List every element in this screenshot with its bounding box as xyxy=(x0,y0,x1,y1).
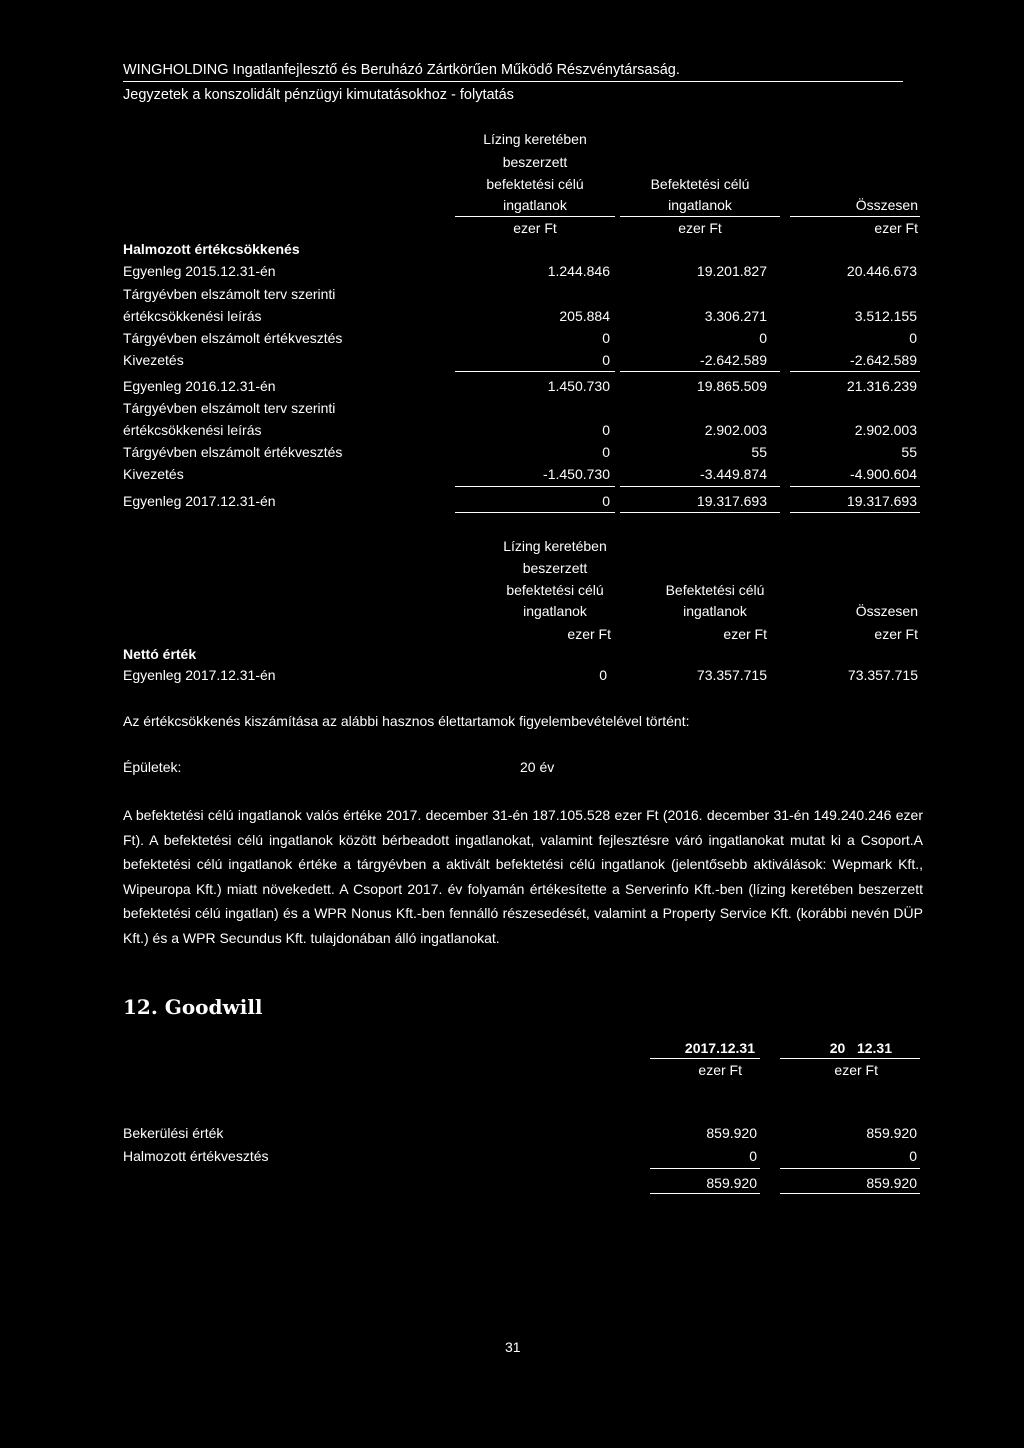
row-value-col3: 73.357.715 xyxy=(847,667,918,683)
subtotal-rule xyxy=(455,371,615,372)
row-value-col1: 0 xyxy=(602,444,610,460)
row-label: Tárgyévben elszámolt terv szerinti xyxy=(123,286,336,302)
row-value-col2: 55 xyxy=(751,444,767,460)
row-value-col3: -2.642.589 xyxy=(850,352,917,368)
col2-header-line1: Befektetési célú xyxy=(665,582,765,598)
col3-unit: ezer Ft xyxy=(874,220,918,236)
goodwill-subtotal-rule xyxy=(780,1168,920,1169)
row-value-col3: 2.902.003 xyxy=(854,422,917,438)
col1-header-line4: ingatlanok xyxy=(523,603,587,619)
row-label: értékcsökkenési leírás xyxy=(123,422,262,438)
col1-header-line1: Lízing keretében xyxy=(503,538,607,554)
row-value-col2: 3.306.271 xyxy=(704,308,767,324)
row-label: Egyenleg 2015.12.31-én xyxy=(123,263,276,279)
col1-unit: ezer Ft xyxy=(567,626,611,642)
section-title: Halmozott értékcsökkenés xyxy=(123,241,300,257)
section-title: Nettó érték xyxy=(123,646,197,662)
goodwill-total-1: 859.920 xyxy=(706,1175,757,1191)
subtotal-rule xyxy=(790,486,920,487)
row-value-col1: 0 xyxy=(602,493,610,509)
row-value-col1: 0 xyxy=(602,352,610,368)
col1-unit: ezer Ft xyxy=(513,220,557,236)
row-label: Egyenleg 2017.12.31-én xyxy=(123,493,276,509)
buildings-label: Épületek: xyxy=(123,759,182,775)
row-value-col1: -1.450.730 xyxy=(543,466,610,482)
subtotal-rule xyxy=(455,486,615,487)
buildings-value: 20 év xyxy=(520,759,555,775)
row-value-col1: 205.884 xyxy=(559,308,610,324)
col1-header-rule xyxy=(455,216,615,217)
goodwill-row-value-2: 0 xyxy=(909,1148,917,1164)
row-value-col3: -4.900.604 xyxy=(850,466,917,482)
col3-header: Összesen xyxy=(855,197,918,213)
fair-value-paragraph: A befektetési célú ingatlanok valós értéke 2017. december 31-én 187.105.528 ezer Ft (2016. december 31-én 149.240.246 ezer Ft). A befektetési célú ingatlanok között bérbeadott ingatlanokat, valamint fejlesztésre váró ingatlanokat mutat ki a Csoport.A befektetési célú ingatlanok értéke a tárgyévben a aktivált befektetési célú ingatlanok (jelentősebb aktiválások: Wepmark Kft., Wipeuropa Kft.) miatt növekedett. A Csoport 2017. év folyamán értékesítette a Serverinfo Kft.-ben (lízing keretében beszerzett befektetési célú ingatlan) és a WPR Nonus Kft.-ben fennálló részesedését, valamint a Property Service Kft. (korábbi nevén DÜP Kft.) és a WPR Secundus Kft. tulajdonában álló ingatlanokat. xyxy=(123,807,923,946)
goodwill-row-label: Halmozott értékvesztés xyxy=(123,1148,269,1164)
row-value-col3: 55 xyxy=(901,444,917,460)
row-value-col2: 19.865.509 xyxy=(696,378,767,394)
row-value-col3: 19.317.693 xyxy=(846,493,917,509)
goodwill-heading: 12. Goodwill xyxy=(123,995,263,1019)
goodwill-row-value-2: 859.920 xyxy=(866,1125,917,1141)
row-value-col2: 73.357.715 xyxy=(696,667,767,683)
col1-header-line1: Lízing keretében xyxy=(483,131,587,147)
goodwill-subtotal-rule xyxy=(650,1168,760,1169)
col2-header-line2: ingatlanok xyxy=(668,197,732,213)
row-value-col3: 21.316.239 xyxy=(846,378,917,394)
col1-header-line4: ingatlanok xyxy=(503,197,567,213)
row-value-col1: 0 xyxy=(602,330,610,346)
goodwill-col1-header: 2017.12.31 xyxy=(684,1040,755,1056)
company-name: WINGHOLDING Ingatlanfejlesztő és Beruházó Zártkörűen Működő Részvénytársaság. xyxy=(123,62,680,78)
total-rule xyxy=(620,512,780,513)
row-value-col2: 19.317.693 xyxy=(696,493,767,509)
subtotal-rule xyxy=(620,371,780,372)
row-value-col2: -3.449.874 xyxy=(700,466,767,482)
total-rule xyxy=(455,512,615,513)
subtotal-rule xyxy=(790,371,920,372)
row-label: Tárgyévben elszámolt terv szerinti xyxy=(123,400,336,416)
depreciation-intro: Az értékcsökkenés kiszámítása az alábbi hasznos élettartamok figyelembevételével történt: xyxy=(123,713,690,729)
row-label: Egyenleg 2017.12.31-én xyxy=(123,667,276,683)
row-value-col1: 0 xyxy=(602,422,610,438)
col2-header-line1: Befektetési célú xyxy=(650,176,750,192)
row-value-col3: 0 xyxy=(909,330,917,346)
col2-unit: ezer Ft xyxy=(723,626,767,642)
row-label: Kivezetés xyxy=(123,466,184,482)
header-rule xyxy=(123,81,903,82)
row-value-col2: 19.201.827 xyxy=(696,263,767,279)
goodwill-total-rule xyxy=(780,1193,920,1194)
goodwill-total-2: 859.920 xyxy=(866,1175,917,1191)
row-value-col2: -2.642.589 xyxy=(700,352,767,368)
goodwill-row-value-1: 859.920 xyxy=(706,1125,757,1141)
goodwill-header-rule xyxy=(780,1058,920,1059)
subtotal-rule xyxy=(620,486,780,487)
goodwill-col1-unit: ezer Ft xyxy=(698,1062,742,1078)
goodwill-col2-unit: ezer Ft xyxy=(834,1062,878,1078)
row-value-col1: 1.450.730 xyxy=(547,378,610,394)
col2-header-rule xyxy=(620,216,780,217)
col1-header-line2: beszerzett xyxy=(522,560,588,576)
row-value-col2: 2.902.003 xyxy=(704,422,767,438)
goodwill-header-rule xyxy=(650,1058,760,1059)
goodwill-row-label: Bekerülési érték xyxy=(123,1125,224,1141)
row-label: Tárgyévben elszámolt értékvesztés xyxy=(123,444,343,460)
row-value-col2: 0 xyxy=(759,330,767,346)
page-number: 31 xyxy=(505,1339,521,1355)
goodwill-col2-header: 20 12.31 xyxy=(829,1040,892,1056)
row-value-col3: 3.512.155 xyxy=(854,308,917,324)
row-label: Kivezetés xyxy=(123,352,184,368)
goodwill-row-value-1: 0 xyxy=(749,1148,757,1164)
row-value-col1: 0 xyxy=(599,667,607,683)
col1-header-line2: beszerzett xyxy=(502,154,568,170)
col3-header: Összesen xyxy=(855,603,918,619)
col1-header-line3: befektetési célú xyxy=(506,582,604,598)
total-rule xyxy=(790,512,920,513)
col1-header-line3: befektetési célú xyxy=(486,176,584,192)
row-label: Tárgyévben elszámolt értékvesztés xyxy=(123,330,343,346)
page-subtitle: Jegyzetek a konszolidált pénzügyi kimutatásokhoz - folytatás xyxy=(123,87,514,103)
row-label: értékcsökkenési leírás xyxy=(123,308,262,324)
row-label: Egyenleg 2016.12.31-én xyxy=(123,378,276,394)
col2-unit: ezer Ft xyxy=(678,220,722,236)
row-value-col3: 20.446.673 xyxy=(846,263,917,279)
row-value-col1: 1.244.846 xyxy=(547,263,610,279)
col3-unit: ezer Ft xyxy=(874,626,918,642)
goodwill-total-rule xyxy=(650,1193,760,1194)
col3-header-rule xyxy=(790,216,920,217)
col2-header-line2: ingatlanok xyxy=(683,603,747,619)
